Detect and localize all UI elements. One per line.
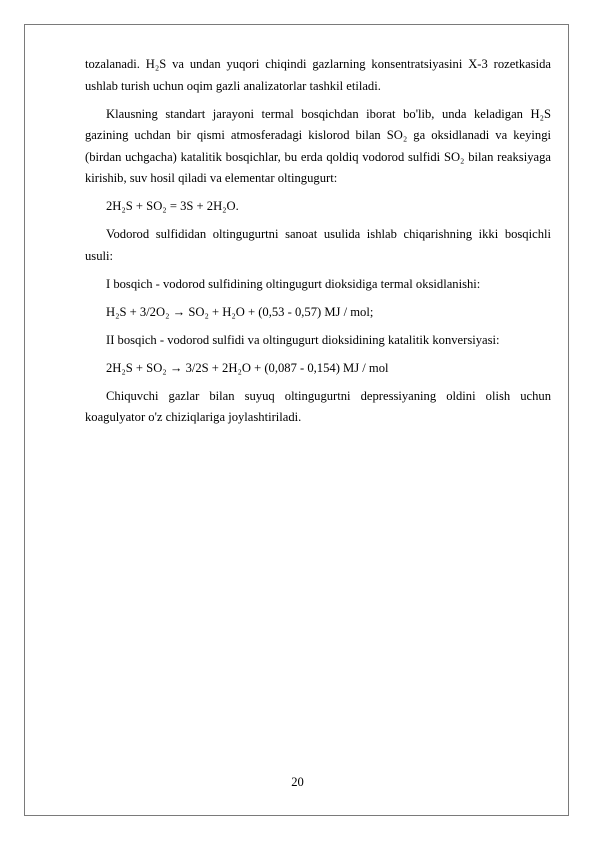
stage-two-heading: II bosqich - vodorod sulfidi va oltingugurt dioksidining katalitik konversiyasi:	[106, 332, 500, 347]
equation-claus-reaction: 2H₂S + SO₂ = 3S + 2H₂O.	[106, 199, 239, 214]
equation-stage-two: 2H₂S + SO₂ → 3/2S + 2H₂O + (0,087 - 0,154) MJ / mol	[106, 360, 389, 375]
paragraph-two-stage-method: Vodorod sulfididan oltingugurtni sanoat usulida ishlab chiqarishning ikki bosqichli usuli:	[85, 227, 551, 263]
paragraph-claus-process: Klausning standart jarayoni termal bosqichdan iborat bo'lib, unda keladigan H₂S gazining uchdan bir qismi atmosferadagi kislorod bilan SO₂ ga oksidlanadi va keyingi (birdan uchgacha) katalitik bosqichlar, bu erda qoldiq vodorod sulfidi SO₂ bilan reaksiyaga kirishib, suv hosil qiladi va elementar oltingugurt:	[85, 106, 551, 186]
stage-one-heading: I bosqich - vodorod sulfidining oltingugurt dioksidiga termal oksidlanishi:	[106, 276, 481, 291]
paragraph-continuation: tozalanadi. H₂S va undan yuqori chiqindi gazlarning konsentratsiyasini X-3 rozetkasida ushlab turish uchun oqim gazli analizatorlar tashkil etiladi.	[85, 57, 551, 93]
document-body	[85, 54, 551, 435]
equation-stage-one: H₂S + 3/2O₂ → SO₂ + H₂O + (0,53 - 0,57) MJ / mol;	[106, 304, 374, 319]
paragraph-coagulator: Chiquvchi gazlar bilan suyuq oltingugurtni depressiyaning oldini olish uchun koagulyator o'z chiziqlariga joylashtiriladi.	[85, 388, 551, 425]
page-number: 20	[291, 775, 304, 789]
